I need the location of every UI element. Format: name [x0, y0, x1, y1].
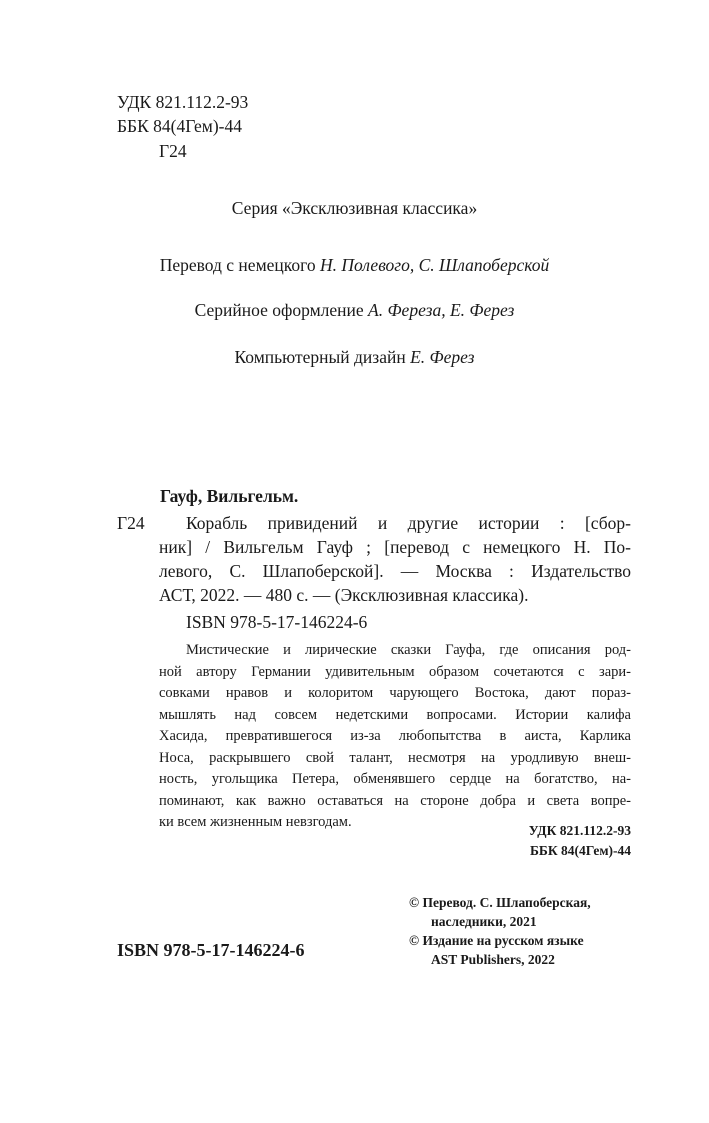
copyright-line: AST Publishers, 2022	[431, 952, 555, 967]
computer-design-label: Компьютерный дизайн	[234, 347, 411, 367]
annotation-line: ной автору Германии удивительным образом сочетаются с зари-	[159, 663, 631, 680]
udk-code: УДК 821.112.2-93	[117, 92, 249, 112]
copyright-block	[409, 893, 591, 969]
series-title: Серия «Эксклюзивная классика»	[231, 198, 478, 218]
series-design-names: А. Фереза, Е. Ферез	[368, 300, 515, 320]
annotation-line: Носа, раскрывшего свой талант, несмотря на уродливую внеш-	[159, 749, 631, 766]
annotation-line: Мистические и лирические сказки Гауфа, где описания род-	[186, 642, 631, 658]
computer-design-names: Е. Ферез	[410, 347, 475, 367]
catalog-line: левого, С. Шлапоберской]. — Москва : Издательство	[159, 561, 631, 581]
copyright-line: © Издание на русском языке	[409, 933, 584, 948]
annotation-line: совками нравов и колоритом чарующего Востока, дают пораз-	[159, 685, 631, 701]
annotation-line: поминают, как важно оставаться на стороне добра и света вопре-	[159, 792, 631, 809]
bbk-code: ББК 84(4Гем)-44	[117, 116, 243, 136]
computer-design-credit	[0, 345, 709, 369]
catalog-description	[159, 511, 631, 607]
catalog-author: Гауф, Вильгельм.	[160, 486, 299, 506]
copyright-line: наследники, 2021	[431, 914, 537, 929]
copyright-line: © Перевод. С. Шлапоберская,	[409, 895, 591, 910]
series-design-credit	[0, 298, 709, 322]
translation-names: Н. Полевого, С. Шлапоберской	[320, 255, 550, 275]
annotation-line: ность, угольщика Петера, обменявшего сердце на богатство, на-	[159, 771, 631, 787]
annotation-bbk: ББК 84(4Гем)-44	[530, 843, 631, 858]
annotation	[159, 640, 631, 834]
annotation-line: ки всем жизненным невзгодам.	[159, 814, 352, 830]
catalog-author-mark: Г24	[117, 513, 145, 533]
annotation-line: мышлять над совсем недетскими вопросами. Истории калифа	[159, 706, 631, 723]
annotation-line: Хасида, превратившегося из-за любопытства в аиста, Карлика	[159, 728, 631, 744]
author-mark: Г24	[159, 141, 187, 161]
translation-credit	[0, 253, 709, 277]
catalog-line: АСТ, 2022. — 480 с. — (Эксклюзивная классика).	[159, 585, 529, 605]
series-design-label: Серийное оформление	[194, 300, 369, 320]
catalog-line: ник] / Вильгельм Гауф ; [перевод с немецкого Н. По-	[159, 537, 631, 557]
annotation-udk: УДК 821.112.2-93	[528, 823, 631, 838]
translation-label: Перевод с немецкого	[159, 255, 321, 275]
footer-isbn: ISBN 978-5-17-146224-6	[117, 940, 305, 960]
catalog-line: Корабль привидений и другие истории : [сбор-	[186, 513, 631, 533]
catalog-isbn: ISBN 978-5-17-146224-6	[186, 612, 368, 632]
